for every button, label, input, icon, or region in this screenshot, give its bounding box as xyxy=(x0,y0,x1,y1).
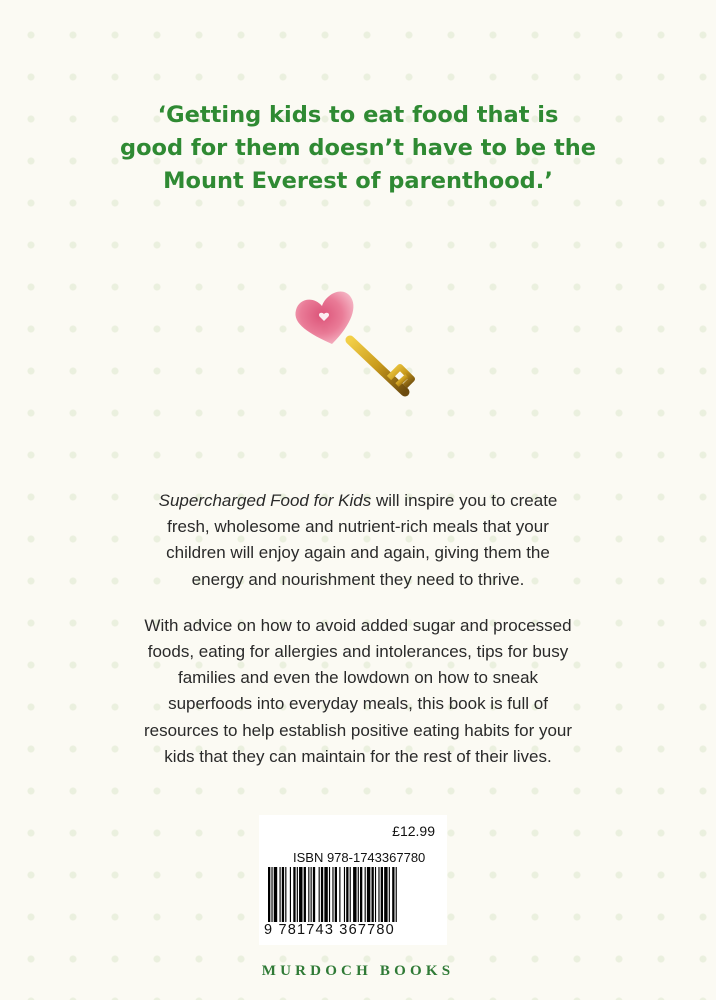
barcode-bars xyxy=(268,867,440,922)
barcode-bar xyxy=(339,867,340,922)
book-title: Supercharged Food for Kids xyxy=(158,491,372,510)
barcode-bar xyxy=(358,867,359,922)
barcode-bar xyxy=(319,867,320,922)
publisher-logo: MURDOCH BOOKS xyxy=(261,963,455,979)
barcode-bar xyxy=(344,867,345,922)
quote-line: good for them doesn’t have to be the xyxy=(119,135,597,161)
barcode-bar xyxy=(321,867,323,922)
description-paragraph-2 xyxy=(120,613,596,770)
barcode-bar xyxy=(290,867,291,922)
barcode-bar xyxy=(299,867,302,922)
barcode-bar xyxy=(335,867,337,922)
book-description xyxy=(120,488,596,770)
quote-line: Mount Everest of parenthood.’ xyxy=(163,168,553,194)
barcode-bar xyxy=(332,867,333,922)
description-text: will inspire you to create xyxy=(371,491,558,510)
barcode-digits: 9 781743 367780 xyxy=(264,922,395,938)
barcode-bar xyxy=(268,867,270,922)
barcode-bar xyxy=(360,867,362,922)
description-line xyxy=(120,488,596,514)
barcode-bar xyxy=(389,867,390,922)
barcode-bar xyxy=(308,867,309,922)
description-line: fresh, wholesome and nutrient-rich meals that your xyxy=(167,517,549,537)
barcode-bar xyxy=(285,867,286,922)
barcode-bar xyxy=(282,867,284,922)
barcode-bar xyxy=(372,867,374,922)
price-label: £12.99 xyxy=(392,823,435,839)
barcode-bar xyxy=(346,867,348,922)
isbn-label: ISBN 978-1743367780 xyxy=(293,850,426,865)
barcode-bar xyxy=(304,867,306,922)
barcode-bar xyxy=(384,867,387,922)
description-line: energy and nourishment they need to thrive. xyxy=(191,569,525,589)
barcode-label xyxy=(259,815,447,945)
barcode-bar xyxy=(274,867,277,922)
barcode-bar xyxy=(297,867,298,922)
barcode-bar xyxy=(353,867,356,922)
barcode-bar xyxy=(392,867,394,922)
description-line: families and even the lowdown on how to sneak xyxy=(177,668,539,688)
description-paragraph-1 xyxy=(120,488,596,593)
description-line: superfoods into everyday meals, this book is full of xyxy=(168,694,548,714)
pull-quote xyxy=(100,99,616,198)
barcode-bar xyxy=(378,867,379,922)
barcode-bar xyxy=(280,867,281,922)
barcode-bar xyxy=(329,867,330,922)
quote-line: ‘Getting kids to eat food that is xyxy=(157,102,559,128)
barcode-bar xyxy=(293,867,295,922)
barcode-bar xyxy=(396,867,397,922)
barcode-bar xyxy=(350,867,351,922)
description-line: children will enjoy again and again, giving them the xyxy=(166,543,550,563)
barcode-bar xyxy=(324,867,327,922)
description-line: foods, eating for allergies and intolerances, tips for busy xyxy=(147,642,569,662)
barcode-bar xyxy=(381,867,383,922)
barcode-bar xyxy=(367,867,370,922)
description-line: With advice on how to avoid added sugar and processed xyxy=(144,615,572,635)
description-line: resources to help establish positive eating habits for your xyxy=(143,720,573,740)
barcode-bar xyxy=(365,867,366,922)
barcode-bar xyxy=(271,867,272,922)
barcode-bar xyxy=(313,867,315,922)
barcode-bar xyxy=(375,867,376,922)
description-line: kids that they can maintain for the rest of their lives. xyxy=(164,746,552,766)
heart-key-icon xyxy=(290,284,430,409)
barcode-bar xyxy=(311,867,312,922)
